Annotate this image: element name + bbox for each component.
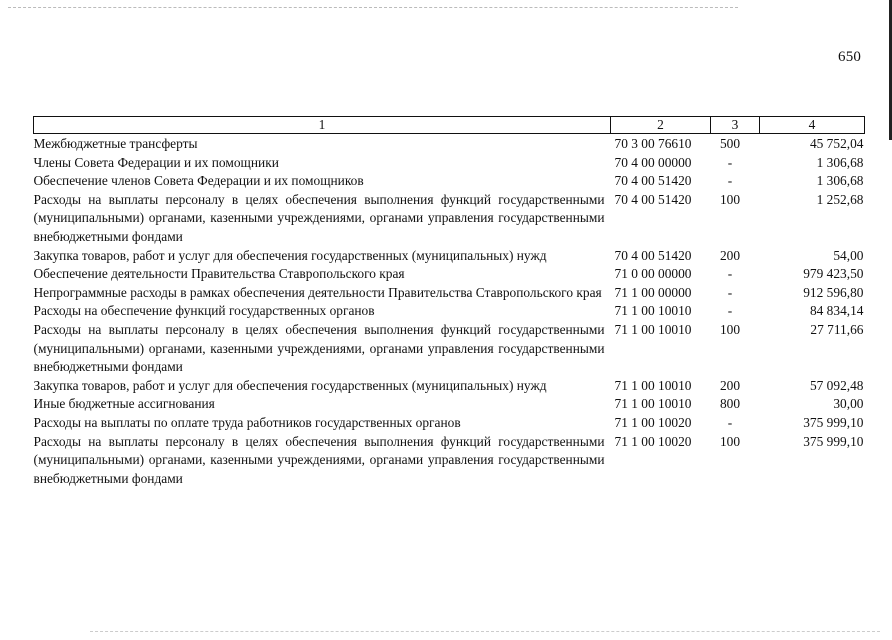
table-row: [34, 414, 865, 433]
row-type-cell: 100: [719, 191, 741, 207]
row-name-cell: Межбюджетные трансферты: [33, 136, 198, 151]
row-type-cell: -: [727, 303, 733, 319]
row-code-cell: 70 4 00 00000: [614, 154, 692, 170]
row-type-cell: -: [727, 154, 733, 170]
row-type-cell: 200: [719, 377, 741, 393]
row-name-cell: Члены Совета Федерации и их помощники: [33, 154, 279, 170]
row-type-cell: -: [727, 173, 733, 189]
row-type-cell: 500: [719, 136, 741, 151]
row-amount-cell: 57 092,48: [809, 377, 864, 393]
row-type-cell: -: [727, 266, 733, 282]
header-col-2: 2: [611, 117, 711, 134]
row-code-cell: 71 1 00 00000: [614, 284, 692, 300]
row-code-cell: 71 0 00 00000: [614, 266, 692, 282]
row-name-cell: Закупка товаров, работ и услуг для обеспечения государственных (муниципальных) нужд: [33, 377, 547, 393]
header-row: [34, 117, 865, 134]
header-col-3: 3: [711, 117, 760, 134]
table-row: [34, 302, 865, 321]
table-row: [34, 433, 865, 489]
row-amount-cell: 375 999,10: [803, 414, 864, 430]
scan-top-edge: [8, 7, 738, 8]
row-type-cell: -: [727, 414, 733, 430]
row-amount-cell: 1 252,68: [816, 191, 864, 207]
budget-table: [33, 116, 865, 488]
table-row: [34, 134, 865, 154]
row-amount-cell: 27 711,66: [810, 321, 864, 337]
row-code-cell: 71 1 00 10010: [614, 377, 692, 393]
row-name-cell: Обеспечение членов Совета Федерации и их помощников: [33, 173, 364, 189]
row-amount-cell: 45 752,04: [809, 136, 864, 151]
row-type-cell: 100: [719, 321, 741, 337]
table-header: [34, 117, 865, 134]
table-body: [34, 134, 865, 489]
row-name-cell: Закупка товаров, работ и услуг для обеспечения государственных (муниципальных) нужд: [33, 247, 547, 263]
row-amount-cell: 375 999,10: [803, 433, 864, 449]
header-col-1: 1: [34, 117, 611, 134]
row-name-cell: Расходы на выплаты по оплате труда работников государственных органов: [33, 414, 461, 430]
table-row: [34, 247, 865, 266]
row-type-cell: 100: [719, 433, 741, 449]
row-amount-cell: 30,00: [833, 396, 864, 412]
row-name-cell: Непрограммные расходы в рамках обеспечения деятельности Правительства Ставропольского края: [33, 284, 602, 300]
table-row: [34, 154, 865, 173]
row-amount-cell: 1 306,68: [816, 173, 864, 189]
table-row: [34, 377, 865, 396]
row-code-cell: 71 1 00 10010: [614, 396, 692, 412]
row-type-cell: 800: [719, 396, 741, 412]
row-type-cell: -: [727, 284, 733, 300]
table-row: [34, 395, 865, 414]
row-amount-cell: 912 596,80: [803, 284, 864, 300]
table-row: [34, 265, 865, 284]
row-code-cell: 71 1 00 10010: [614, 303, 692, 319]
row-amount-cell: 84 834,14: [809, 303, 864, 319]
row-code-cell: 70 3 00 76610: [614, 136, 692, 151]
row-code-cell: 70 4 00 51420: [614, 191, 692, 207]
row-code-cell: 71 1 00 10020: [614, 433, 692, 449]
row-amount-cell: 54,00: [833, 247, 864, 263]
table-row: [34, 172, 865, 191]
row-code-cell: 70 4 00 51420: [614, 173, 692, 189]
row-amount-cell: 979 423,50: [803, 266, 864, 282]
row-amount-cell: 1 306,68: [816, 154, 864, 170]
table-row: [34, 284, 865, 303]
row-name-cell: Обеспечение деятельности Правительства Ставропольского края: [33, 266, 405, 282]
scan-bottom-edge: [90, 631, 880, 632]
row-name-cell: Расходы на обеспечение функций государственных органов: [33, 303, 375, 319]
page-number: 650: [838, 49, 862, 65]
row-name-cell: Расходы на выплаты персоналу в целях обеспечения выполнения функций государственными (муниципальными) органами, казенными учреждениями, органами управления государственными внебюджетными фондами: [33, 321, 605, 375]
table-row: [34, 321, 865, 377]
row-code-cell: 70 4 00 51420: [614, 247, 692, 263]
row-code-cell: 71 1 00 10010: [614, 321, 692, 337]
row-name-cell: Расходы на выплаты персоналу в целях обеспечения выполнения функций государственными (муниципальными) органами, казенными учреждениями, органами управления государственными внебюджетными фондами: [33, 191, 605, 244]
row-name-cell: Расходы на выплаты персоналу в целях обеспечения выполнения функций государственными (муниципальными) органами, казенными учреждениями, органами управления государственными внебюджетными фондами: [33, 433, 605, 486]
row-code-cell: 71 1 00 10020: [614, 414, 692, 430]
table-row: [34, 191, 865, 247]
row-name-cell: Иные бюджетные ассигнования: [33, 396, 215, 412]
row-type-cell: 200: [719, 247, 741, 263]
header-col-4: 4: [760, 117, 865, 134]
